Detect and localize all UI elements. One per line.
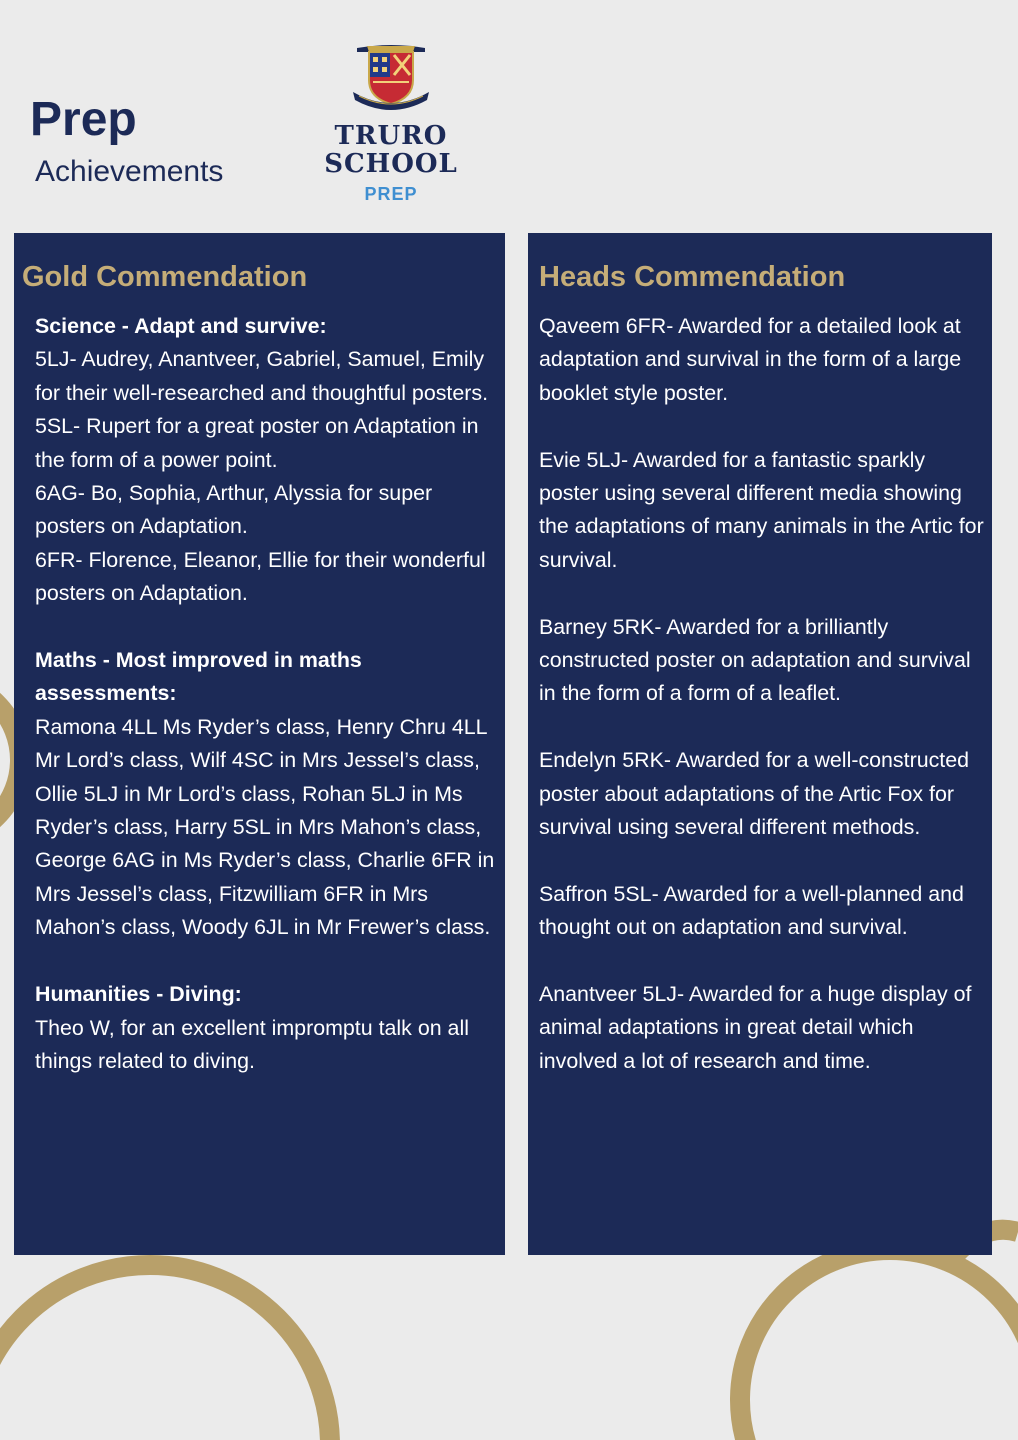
- commendation-entry: Saffron 5SL- Awarded for a well-planned and thought out on adaptation and survival.: [539, 881, 964, 940]
- gold-commendation-title: Gold Commendation: [22, 261, 308, 293]
- commendation-entry: Barney 5RK- Awarded for a brilliantly constructed poster on adaptation and survival in the form of a form of a leaflet.: [539, 614, 971, 706]
- heads-commendation-panel: [528, 233, 992, 1255]
- award-line: Ramona 4LL Ms Ryder’s class, Henry Chru 4LL Mr Lord’s class, Wilf 4SC in Mrs Jessel’s class, Ollie 5LJ in Mr Lord’s class, Rohan 5LJ in Ms Ryder’s class, Harry 5SL in Mrs Mahon’s class, George 6AG in Ms Ryder’s class, Charlie 6FR in Mrs Jessel’s class, Fitzwilliam 6FR in Mrs Mahon’s class, Woody 6JL in Mr Frewer’s class.: [35, 714, 495, 940]
- gold-commendation-panel: [14, 233, 505, 1255]
- page-title: Prep: [30, 93, 137, 146]
- logo-text-truro: TRURO: [334, 121, 448, 151]
- commendation-entry: Endelyn 5RK- Awarded for a well-constructed poster about adaptations of the Artic Fox for survival using several different methods.: [539, 748, 970, 840]
- heads-commendation-content: [539, 310, 984, 1078]
- page-subtitle: Achievements: [35, 155, 224, 188]
- commendation-entry: Evie 5LJ- Awarded for a fantastic sparkly poster using several different media showing the adaptations of many animals in the Artic for survival.: [539, 447, 984, 572]
- maths-section: [35, 644, 495, 945]
- section-heading: Maths - Most improved in maths assessments:: [35, 648, 362, 706]
- section-heading: Humanities - Diving:: [35, 982, 242, 1007]
- school-crest-icon: [351, 38, 431, 118]
- award-line: 6FR- Florence, Eleanor, Ellie for their wonderful posters on Adaptation.: [35, 547, 486, 606]
- logo-text-school: SCHOOL: [324, 149, 458, 179]
- award-line: 5SL- Rupert for a great poster on Adaptation in the form of a power point.: [35, 414, 479, 472]
- commendation-entry: Qaveem 6FR- Awarded for a detailed look at adaptation and survival in the form of a large booklet style poster.: [539, 314, 962, 405]
- award-line: 5LJ- Audrey, Anantveer, Gabriel, Samuel, Emily for their well-researched and thoughtful posters.: [35, 347, 489, 405]
- heads-commendation-title: Heads Commendation: [539, 261, 846, 293]
- section-heading: Science - Adapt and survive:: [35, 314, 327, 338]
- gold-commendation-content: [35, 310, 495, 1112]
- science-section: [35, 310, 495, 611]
- award-line: Theo W, for an excellent impromptu talk on all things related to diving.: [35, 1015, 469, 1073]
- logo-text-prep: PREP: [364, 184, 418, 204]
- award-line: 6AG- Bo, Sophia, Arthur, Alyssia for super posters on Adaptation.: [35, 481, 433, 539]
- school-logo: [318, 38, 464, 208]
- commendation-entry: Anantveer 5LJ- Awarded for a huge display of animal adaptations in great detail which involved a lot of research and time.: [539, 982, 972, 1073]
- humanities-section: [35, 978, 495, 1078]
